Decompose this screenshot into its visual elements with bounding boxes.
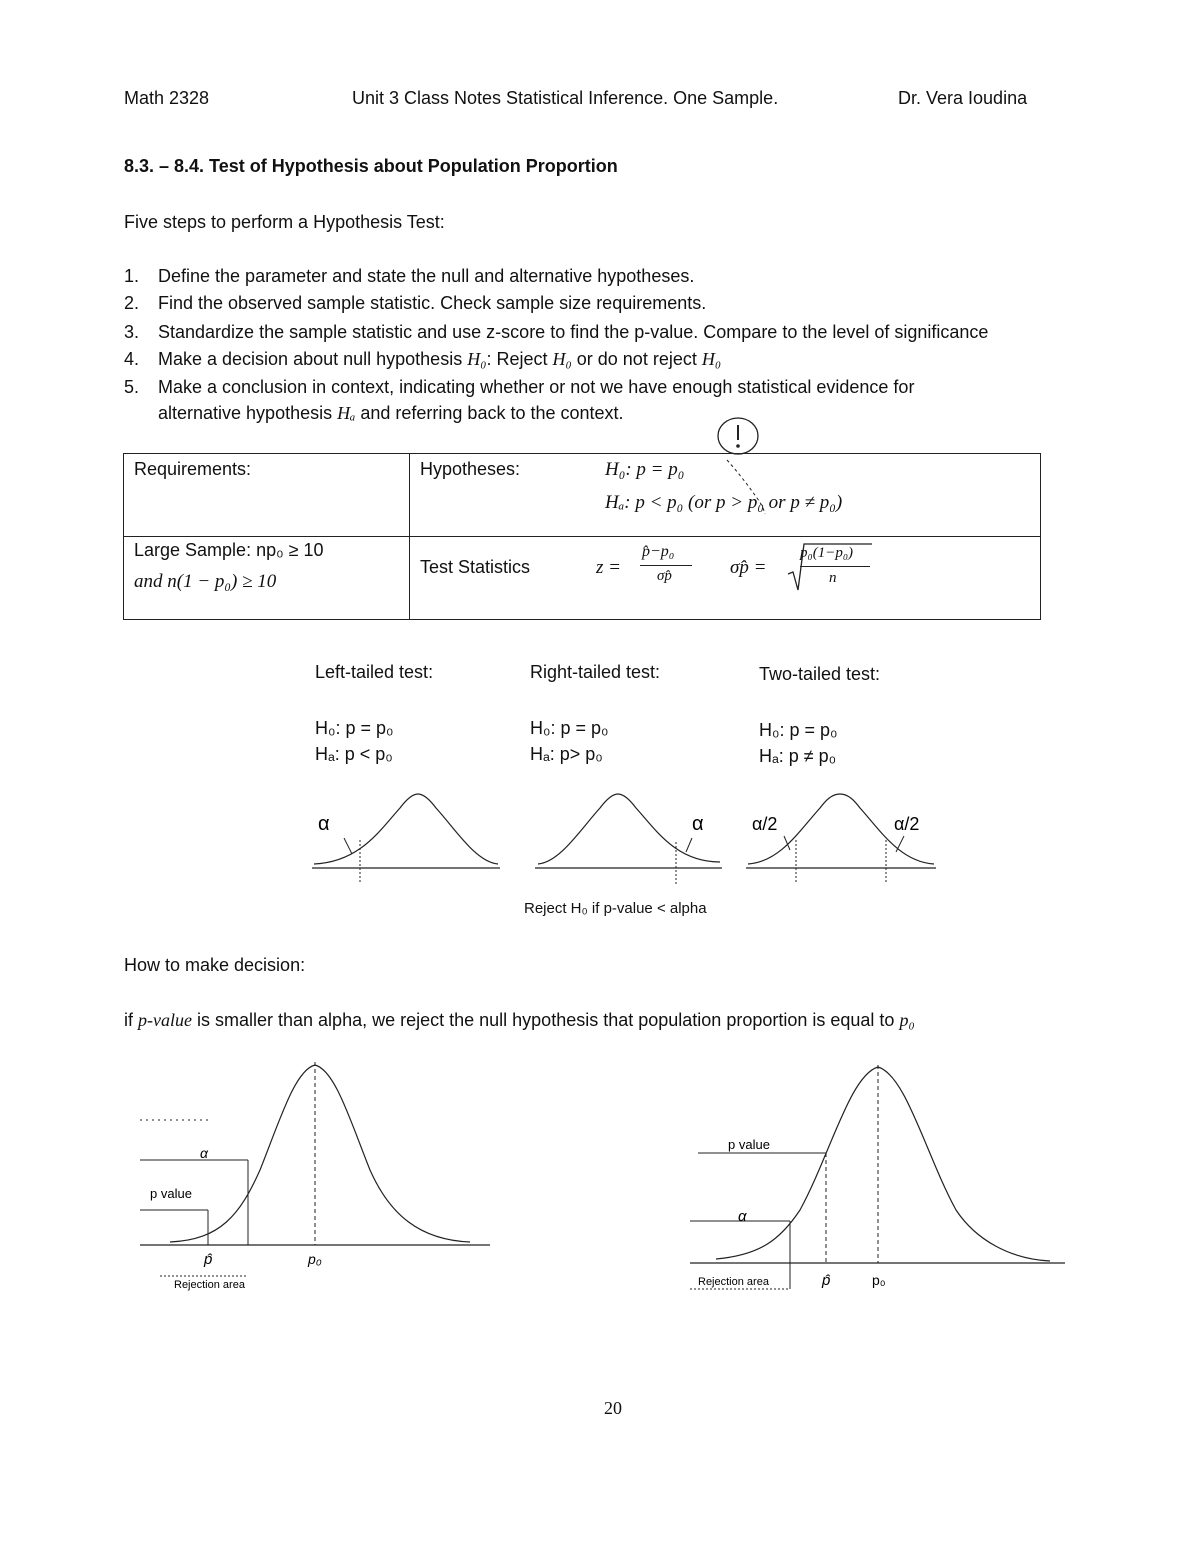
unit-title: Unit 3 Class Notes Statistical Inference. One Sample. <box>352 88 779 108</box>
left-ha: Hₐ: p < p₀ <box>315 744 393 764</box>
right-graph-alpha: α <box>738 1208 747 1225</box>
h0-symbol: H₀ <box>552 349 572 369</box>
sigma-fraction-bar <box>800 566 870 567</box>
step-text-part: : Reject <box>486 349 553 369</box>
right-decision-graph <box>680 1055 1080 1305</box>
page-number: 20 <box>604 1398 622 1418</box>
z-fraction-bar <box>640 565 692 566</box>
z-denominator: σp̂ <box>657 568 672 584</box>
large-sample-condition: Large Sample: np₀ ≥ 10 <box>134 540 324 560</box>
step-text-continued <box>158 403 624 424</box>
decision-rule-part: is smaller than alpha, we reject the null hypothesis that population proportion is equal to <box>192 1010 900 1030</box>
step-text: Find the observed sample statistic. Check sample size requirements. <box>158 293 707 313</box>
right-ha: Hₐ: p> p₀ <box>530 744 603 764</box>
h0-symbol: H₀ <box>467 349 487 369</box>
step-number: 5. <box>124 377 140 397</box>
left-graph-p0: p₀ <box>308 1251 322 1267</box>
left-decision-graph <box>130 1050 500 1300</box>
requirements-label: Requirements: <box>134 459 252 479</box>
left-graph-rejection: Rejection area <box>174 1279 245 1291</box>
two-h0: H₀: p = p₀ <box>759 720 838 740</box>
left-tail-curve <box>312 794 500 884</box>
p-value-term: p-value <box>138 1010 192 1030</box>
decision-rule-part: if <box>124 1010 139 1030</box>
table-border-middle <box>123 536 1041 537</box>
two-alpha-right-label: α/2 <box>894 814 920 834</box>
step-text-part: or do not reject <box>571 349 702 369</box>
p0-symbol: p₀ <box>899 1010 915 1030</box>
right-alpha-label: α <box>692 813 704 835</box>
decision-heading: How to make decision: <box>124 955 306 975</box>
left-graph-pvalue: p value <box>150 1186 192 1201</box>
decision-rule <box>124 1010 915 1031</box>
step-number: 4. <box>124 349 140 369</box>
step-text: Define the parameter and state the null and alternative hypotheses. <box>158 266 695 286</box>
z-formula-lhs: z = <box>596 557 621 578</box>
table-border-right <box>1040 453 1041 620</box>
exclamation-circle-icon <box>705 414 775 524</box>
large-sample-condition-2: and n(1 − p₀) ≥ 10 <box>134 571 277 592</box>
step-text: Standardize the sample statistic and use z-score to find the p-value. Compare to the level of significance <box>158 322 989 342</box>
null-hypothesis: H₀: p = p₀ <box>605 459 685 480</box>
sigma-numerator: p₀(1−p₀) <box>800 545 854 561</box>
author-name: Dr. Vera Ioudina <box>898 88 1028 108</box>
two-tail-curve <box>746 794 936 884</box>
step-number: 1. <box>124 266 140 286</box>
two-ha: Hₐ: p ≠ p₀ <box>759 746 837 766</box>
reject-rule: Reject H₀ if p-value < alpha <box>524 900 707 917</box>
step-text <box>158 349 721 370</box>
z-numerator: p̂−p₀ <box>642 543 675 560</box>
right-graph-p0: p₀ <box>872 1272 886 1288</box>
alternative-hypothesis: Hₐ: p < p₀ (or p > p₀ or p ≠ p₀) <box>605 492 843 513</box>
right-graph-pvalue: p value <box>728 1137 770 1152</box>
right-h0: H₀: p = p₀ <box>530 718 609 738</box>
step-number: 2. <box>124 293 140 313</box>
tail-curves <box>300 780 950 890</box>
left-graph-phat: p̂ <box>204 1251 213 1268</box>
hypotheses-label: Hypotheses: <box>420 459 521 479</box>
left-graph-alpha: α <box>200 1145 208 1161</box>
section-title: 8.3. – 8.4. Test of Hypothesis about Population Proportion <box>124 156 618 176</box>
left-tailed-title: Left-tailed test: <box>315 662 434 682</box>
right-tail-curve <box>535 794 722 884</box>
right-graph-rejection: Rejection area <box>698 1276 769 1288</box>
table-border-left <box>123 453 124 620</box>
step-text-part: and referring back to the context. <box>355 403 624 423</box>
left-h0: H₀: p = p₀ <box>315 718 394 738</box>
sigma-denominator: n <box>829 570 837 586</box>
step-text: Make a conclusion in context, indicating whether or not we have enough statistical evidence for <box>158 377 915 397</box>
h0-symbol: H₀ <box>701 349 722 369</box>
left-alpha-label: α <box>318 813 330 835</box>
sigma-formula-lhs: σp̂ = <box>730 557 767 578</box>
table-border-top <box>123 453 1041 454</box>
step-number: 3. <box>124 322 140 342</box>
course-name: Math 2328 <box>124 88 210 108</box>
step-text-part: alternative hypothesis <box>158 403 338 423</box>
steps-intro: Five steps to perform a Hypothesis Test: <box>124 212 445 232</box>
right-graph-phat: p̂ <box>822 1272 831 1289</box>
ha-symbol: Hₐ <box>337 403 356 423</box>
table-border-divider <box>409 453 410 620</box>
test-statistics-label: Test Statistics <box>420 557 531 577</box>
step-text-part: Make a decision about null hypothesis <box>158 349 468 369</box>
table-border-bottom <box>123 619 1041 620</box>
two-tailed-title: Two-tailed test: <box>759 664 881 684</box>
two-alpha-left-label: α/2 <box>752 814 778 834</box>
right-tailed-title: Right-tailed test: <box>530 662 661 682</box>
